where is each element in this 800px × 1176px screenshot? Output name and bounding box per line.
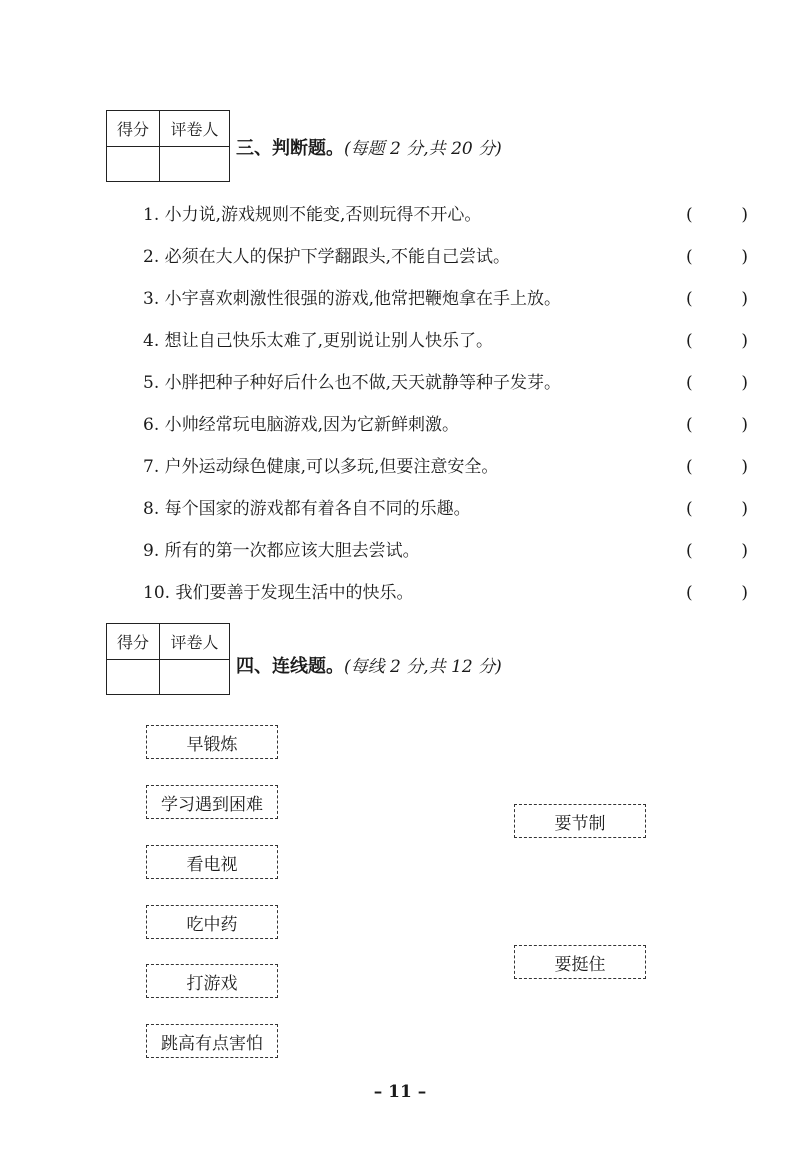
question-text: 10. 我们要善于发现生活中的快乐。 [143,583,414,603]
match-left-item[interactable]: 跳高有点害怕 [146,1024,278,1058]
true-false-item [143,242,753,284]
open-paren: ( [686,457,693,477]
close-paren: ) [741,247,748,267]
open-paren: ( [686,583,693,603]
answer-blank[interactable] [686,578,748,608]
score-cell[interactable] [107,660,159,695]
question-text: 5. 小胖把种子种好后什么也不做,天天就静等种子发芽。 [143,373,562,393]
open-paren: ( [686,247,693,267]
true-false-item [143,368,753,410]
score-table-section4 [106,623,230,695]
section3-title: 三、判断题。 [236,138,344,159]
close-paren: ) [741,205,748,225]
section3-note: (每题 2 分,共 20 分) [344,139,502,159]
open-paren: ( [686,289,693,309]
question-text: 9. 所有的第一次都应该大胆去尝试。 [143,541,420,561]
open-paren: ( [686,331,693,351]
score-table-header-row [107,111,229,146]
answer-blank[interactable] [686,200,748,230]
open-paren: ( [686,541,693,561]
score-table-input-row [107,146,229,182]
section3-heading [236,134,502,160]
section4-note: (每线 2 分,共 12 分) [344,657,502,677]
answer-blank[interactable] [686,410,748,440]
page-number: – 11 – [373,1082,427,1102]
score-table-section3 [106,110,230,182]
grader-cell[interactable] [159,660,229,695]
score-table-input-row [107,659,229,695]
question-text: 3. 小宇喜欢刺激性很强的游戏,他常把鞭炮拿在手上放。 [143,289,562,309]
match-right-item[interactable]: 要挺住 [514,945,646,979]
match-left-item[interactable]: 吃中药 [146,905,278,939]
close-paren: ) [741,331,748,351]
grader-label: 评卷人 [159,624,229,659]
answer-blank[interactable] [686,452,748,482]
section4-heading [236,652,502,678]
match-left-item[interactable]: 早锻炼 [146,725,278,759]
close-paren: ) [741,541,748,561]
open-paren: ( [686,499,693,519]
answer-blank[interactable] [686,242,748,272]
question-text: 6. 小帅经常玩电脑游戏,因为它新鲜刺激。 [143,415,460,435]
answer-blank[interactable] [686,368,748,398]
close-paren: ) [741,457,748,477]
score-label: 得分 [116,633,149,652]
answer-blank[interactable] [686,494,748,524]
true-false-item [143,200,753,242]
question-text: 2. 必须在大人的保护下学翻跟头,不能自己尝试。 [143,247,511,267]
match-left-item[interactable]: 打游戏 [146,964,278,998]
answer-blank[interactable] [686,326,748,356]
answer-blank[interactable] [686,536,748,566]
question-text: 7. 户外运动绿色健康,可以多玩,但要注意安全。 [143,457,499,477]
close-paren: ) [741,499,748,519]
grader-cell[interactable] [159,147,229,182]
true-false-item [143,284,753,326]
close-paren: ) [741,373,748,393]
question-text: 1. 小力说,游戏规则不能变,否则玩得不开心。 [143,205,482,225]
close-paren: ) [741,583,748,603]
true-false-item [143,536,753,578]
match-right-item[interactable]: 要节制 [514,804,646,838]
score-label: 得分 [116,120,149,139]
true-false-list [143,200,753,620]
answer-blank[interactable] [686,284,748,314]
grader-label: 评卷人 [159,111,229,146]
section4-title: 四、连线题。 [236,656,344,677]
match-left-item[interactable]: 看电视 [146,845,278,879]
close-paren: ) [741,415,748,435]
question-text: 8. 每个国家的游戏都有着各自不同的乐趣。 [143,499,471,519]
match-left-item[interactable]: 学习遇到困难 [146,785,278,819]
true-false-item [143,410,753,452]
true-false-item [143,326,753,368]
score-cell[interactable] [107,147,159,182]
true-false-item [143,452,753,494]
true-false-item [143,578,753,620]
score-table-header-row [107,624,229,659]
true-false-item [143,494,753,536]
question-text: 4. 想让自己快乐太难了,更别说让别人快乐了。 [143,331,494,351]
open-paren: ( [686,373,693,393]
open-paren: ( [686,205,693,225]
close-paren: ) [741,289,748,309]
open-paren: ( [686,415,693,435]
